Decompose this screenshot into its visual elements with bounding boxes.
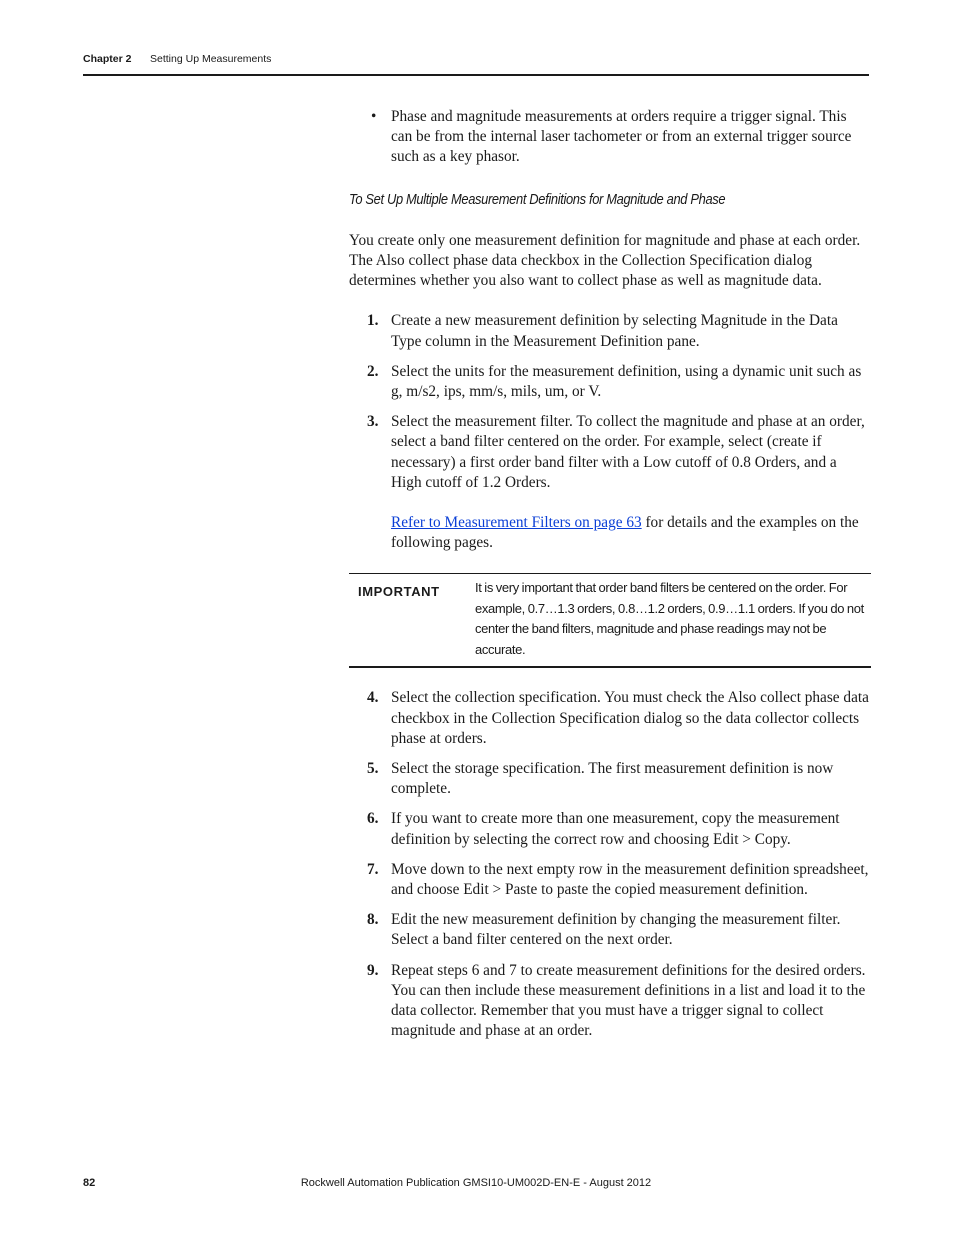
step-number: 7. — [367, 860, 379, 878]
step-text: Select the collection specification. You must check the Also collect phase data checkbox in the Collection Specification dialog so the data collector collects phase at orders. — [391, 689, 869, 747]
step-number: 8. — [367, 911, 379, 929]
bullet-item — [349, 107, 871, 168]
step-item — [349, 860, 871, 900]
reference-note — [391, 513, 871, 553]
publication-info: Rockwell Automation Publication GMSI10-UM002D-EN-E - August 2012 — [300, 1177, 652, 1189]
bullet-text: Phase and magnitude measurements at orders require a trigger signal. This can be from the internal laser tachometer or from an external trigger source such as a key phasor. — [391, 108, 852, 166]
section-title: Setting Up Measurements — [150, 53, 272, 65]
step-text: Select the units for the measurement definition, using a dynamic unit such as g, m/s2, ips, mm/s, mils, um, or V. — [391, 362, 862, 401]
step-text: Repeat steps 6 and 7 to create measurement definitions for the desired orders. You can then include these measurement definitions in a list and load it to the data collector. Remember that you must have a trigger signal to collect magnitude and phase at an order. — [391, 961, 866, 1040]
step-item — [349, 759, 871, 799]
important-callout — [349, 573, 871, 668]
step-item — [349, 412, 871, 553]
main-content — [349, 107, 871, 1052]
step-number: 4. — [367, 689, 379, 707]
intro-paragraph: You create only one measurement definition for magnitude and phase at each order. The Also collect phase data checkbox in the Collection Specification dialog determines whether you also want to collect phase as well as magnitude data. — [349, 231, 861, 290]
page-footer — [83, 1177, 869, 1189]
step-number: 3. — [367, 413, 379, 431]
step-text: If you want to create more than one measurement, copy the measurement definition by selecting the correct row and choosing Edit > Copy. — [391, 810, 840, 848]
step-item — [349, 311, 871, 351]
steps-list-a — [349, 311, 871, 553]
procedure-heading: To Set Up Multiple Measurement Definitions for Magnitude and Phase — [349, 190, 726, 208]
step-text: Edit the new measurement definition by changing the measurement filter. Select a band filter centered on the next order. — [391, 911, 841, 949]
header-rule — [83, 74, 869, 76]
step-item — [349, 910, 871, 950]
step-text: Create a new measurement definition by selecting Magnitude in the Data Type column in the Measurement Definition pane. — [391, 312, 838, 350]
page-number: 82 — [83, 1177, 96, 1189]
reference-rest: for details and the examples on the following pages. — [391, 514, 859, 552]
steps-list-b — [349, 688, 871, 1041]
measurement-filters-link[interactable]: Refer to Measurement Filters on page 63 — [391, 514, 642, 532]
step-text: Select the storage specification. The first measurement definition is now complete. — [391, 760, 834, 798]
step-number: 1. — [367, 312, 379, 330]
step-text: Select the measurement filter. To collect the magnitude and phase at an order, select a band filter centered on the order. For example, select (create if necessary) a first order band filter with a Low cutoff of 0.8 Orders, and a High cutoff of 1.2 Orders. — [391, 413, 865, 491]
running-header — [83, 53, 869, 65]
step-item — [349, 961, 871, 1042]
step-item — [349, 362, 871, 402]
step-number: 6. — [367, 810, 379, 828]
step-item — [349, 688, 871, 749]
step-number: 5. — [367, 760, 379, 778]
step-item — [349, 809, 871, 849]
step-number: 9. — [367, 961, 379, 979]
step-number: 2. — [367, 362, 379, 380]
important-text: It is very important that order band filters be centered on the order. For example, 0.7…1.3 orders, 0.8…1.2 orders, 0.9…1.1 orders. If you do not center the band filters, magnitude and phase readings may not be accurate. — [475, 580, 864, 657]
step-text: Move down to the next empty row in the measurement definition spreadsheet, and choose Edit > Paste to paste the copied measurement definition. — [391, 860, 869, 899]
important-label: IMPORTANT — [358, 584, 440, 600]
chapter-label: Chapter 2 — [83, 53, 132, 65]
bullet-symbol: • — [371, 108, 377, 125]
